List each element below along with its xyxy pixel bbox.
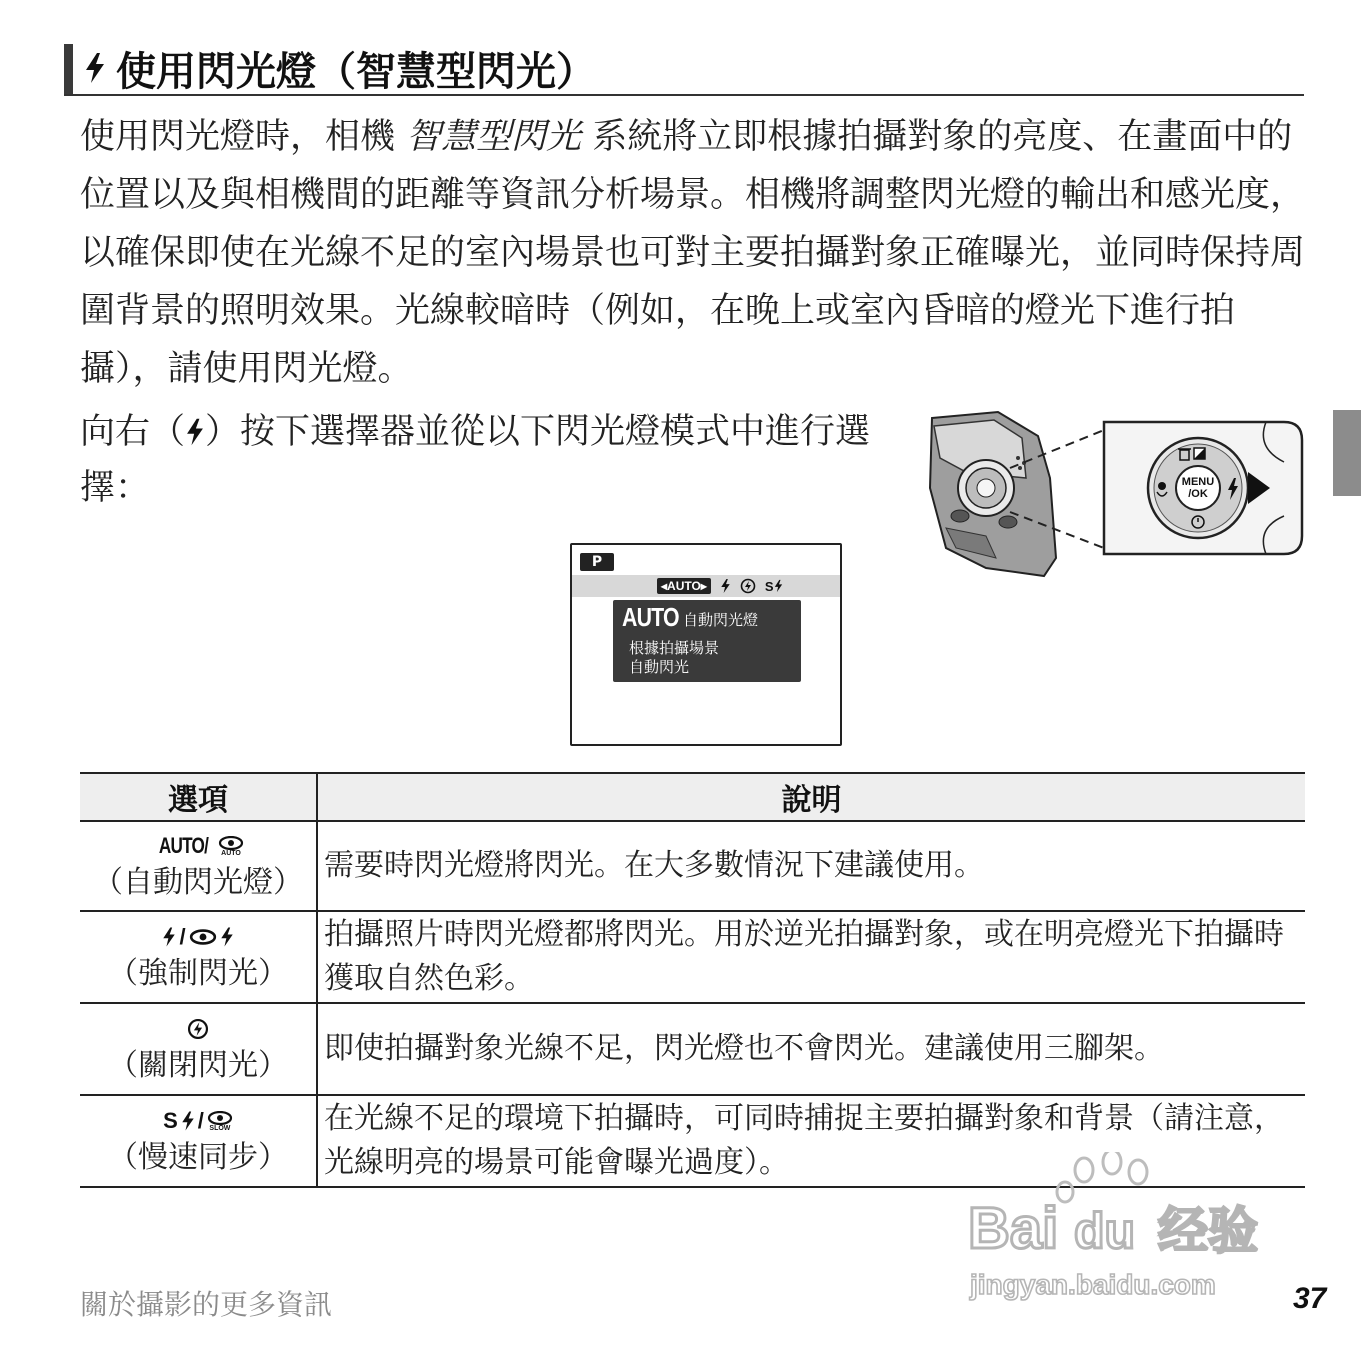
option-cell	[80, 1003, 317, 1095]
flash-off-icon	[187, 1018, 209, 1040]
shooting-mode-badge: P	[580, 553, 614, 571]
slow-sub-label: SLOW	[209, 1124, 231, 1132]
title-accent-bar	[64, 44, 73, 94]
option-cell	[80, 1095, 317, 1187]
option-name: （自動閃光燈）	[93, 865, 303, 900]
slow-sync-letter: S	[163, 1108, 178, 1133]
flash-icon	[181, 1110, 195, 1132]
option-cell	[80, 821, 317, 911]
instruction-before: 向右（	[80, 412, 186, 452]
menu-ok-label-line2: /OK	[1188, 488, 1208, 500]
title-rule	[64, 94, 1304, 96]
option-description: 需要時閃光燈將閃光。在大多數情況下建議使用。	[317, 821, 1305, 911]
paw-icon	[1057, 1152, 1147, 1202]
page-number: 37	[1293, 1282, 1327, 1315]
flash-icon	[774, 579, 783, 593]
slash-separator: /	[179, 924, 186, 949]
menu-ok-label-line1: MENU	[1181, 476, 1215, 488]
intro-part1: 使用閃光燈時，相機	[80, 117, 407, 157]
flash-icon	[84, 51, 106, 85]
red-eye-auto-icon	[218, 836, 244, 857]
option-icons	[80, 1012, 316, 1046]
option-cell	[80, 911, 317, 1003]
option-description: 即使拍攝對象光線不足，閃光燈也不會閃光。建議使用三腳架。	[317, 1003, 1305, 1095]
flash-icon	[220, 926, 234, 948]
flash-icon	[162, 926, 176, 948]
option-icons	[80, 1104, 316, 1138]
auto-sub-label: AUTO	[221, 849, 241, 857]
watermark-brand-cn: 经验	[1158, 1202, 1258, 1260]
side-thumb-tab	[1333, 410, 1361, 496]
auto-flash-chip: ◂AUTO▸	[657, 578, 711, 594]
title-emph: 智慧型閃光	[356, 48, 556, 95]
exposure-compensation-icon	[1194, 448, 1205, 459]
camera-illustration	[926, 408, 1306, 580]
header-option: 選項	[80, 773, 317, 821]
red-eye-slow-icon	[207, 1111, 233, 1132]
selector-detail	[1104, 422, 1302, 554]
option-description: 在光線不足的環境下拍攝時，可同時捕捉主要拍攝對象和背景（請注意，光線明亮的場景可能會曝光過度）。	[317, 1095, 1305, 1187]
mode-name: 自動閃光燈	[683, 611, 759, 629]
slow-sync-letter: S	[764, 578, 774, 594]
selected-mode-panel	[613, 600, 801, 682]
camera-body-drawing	[930, 412, 1056, 576]
flash-mode-options	[657, 576, 783, 596]
flash-icon	[185, 417, 205, 447]
option-name: （慢速同步）	[108, 1140, 288, 1175]
instruction-after: ）按下選擇器並從以下閃光燈模式中進行選擇：	[80, 412, 871, 508]
option-icons	[80, 829, 316, 863]
intro-emph: 智慧型閃光	[406, 117, 582, 157]
flash-off-icon	[740, 578, 756, 594]
slash-separator: /	[197, 1108, 204, 1133]
table-row	[80, 821, 1305, 911]
option-description: 拍攝照片時閃光燈都將閃光。用於逆光拍攝對象，或在明亮燈光下拍攝時獲取自然色彩。	[317, 911, 1305, 1003]
option-name: （強制閃光）	[108, 956, 288, 991]
option-icons	[80, 920, 316, 954]
option-name: （關閉閃光）	[108, 1048, 288, 1083]
watermark-url: jingyan.baidu.com	[970, 1269, 1216, 1300]
intro-paragraph	[80, 108, 1305, 398]
table-row	[80, 911, 1305, 1003]
watermark-brand: Bai	[968, 1196, 1059, 1261]
mode-description	[629, 639, 719, 677]
auto-label: AUTO/	[158, 833, 209, 858]
title-close: ）	[556, 48, 596, 95]
section-title	[84, 40, 596, 96]
table-row	[80, 1003, 1305, 1095]
forced-flash-icon	[720, 578, 731, 594]
header-description: 說明	[317, 773, 1305, 821]
camera-lcd-screen	[570, 543, 842, 746]
footer-section-label: 關於攝影的更多資訊	[80, 1288, 333, 1321]
instruction-text	[80, 404, 900, 516]
table-header-row	[80, 773, 1305, 821]
watermark-brand-du: du	[1074, 1203, 1136, 1259]
mode-description-line1: 根據拍攝場景	[629, 639, 720, 657]
flash-mode-table	[80, 772, 1305, 1188]
baidu-watermark	[962, 1152, 1282, 1312]
mode-description-line2: 自動閃光	[629, 658, 690, 676]
slow-sync-icon	[765, 579, 783, 594]
title-text: 使用閃光燈（	[116, 48, 356, 95]
red-eye-flash-icon	[189, 929, 217, 945]
auto-mode-label: AUTO	[622, 602, 679, 632]
intro-part2: 系統將立即根據拍攝對象的亮度、在畫面中的位置以及與相機間的距離等資訊分析場景。相機將調整閃光燈的輸出和感光度，以確保即使在光線不足的室內場景也可對主要拍攝對象正確曝光，並同時保持周圍背景的照明效果。光線較暗時（例如，在晚上或室內昏暗的燈光下進行拍攝），請使用閃光燈。	[80, 117, 1306, 389]
